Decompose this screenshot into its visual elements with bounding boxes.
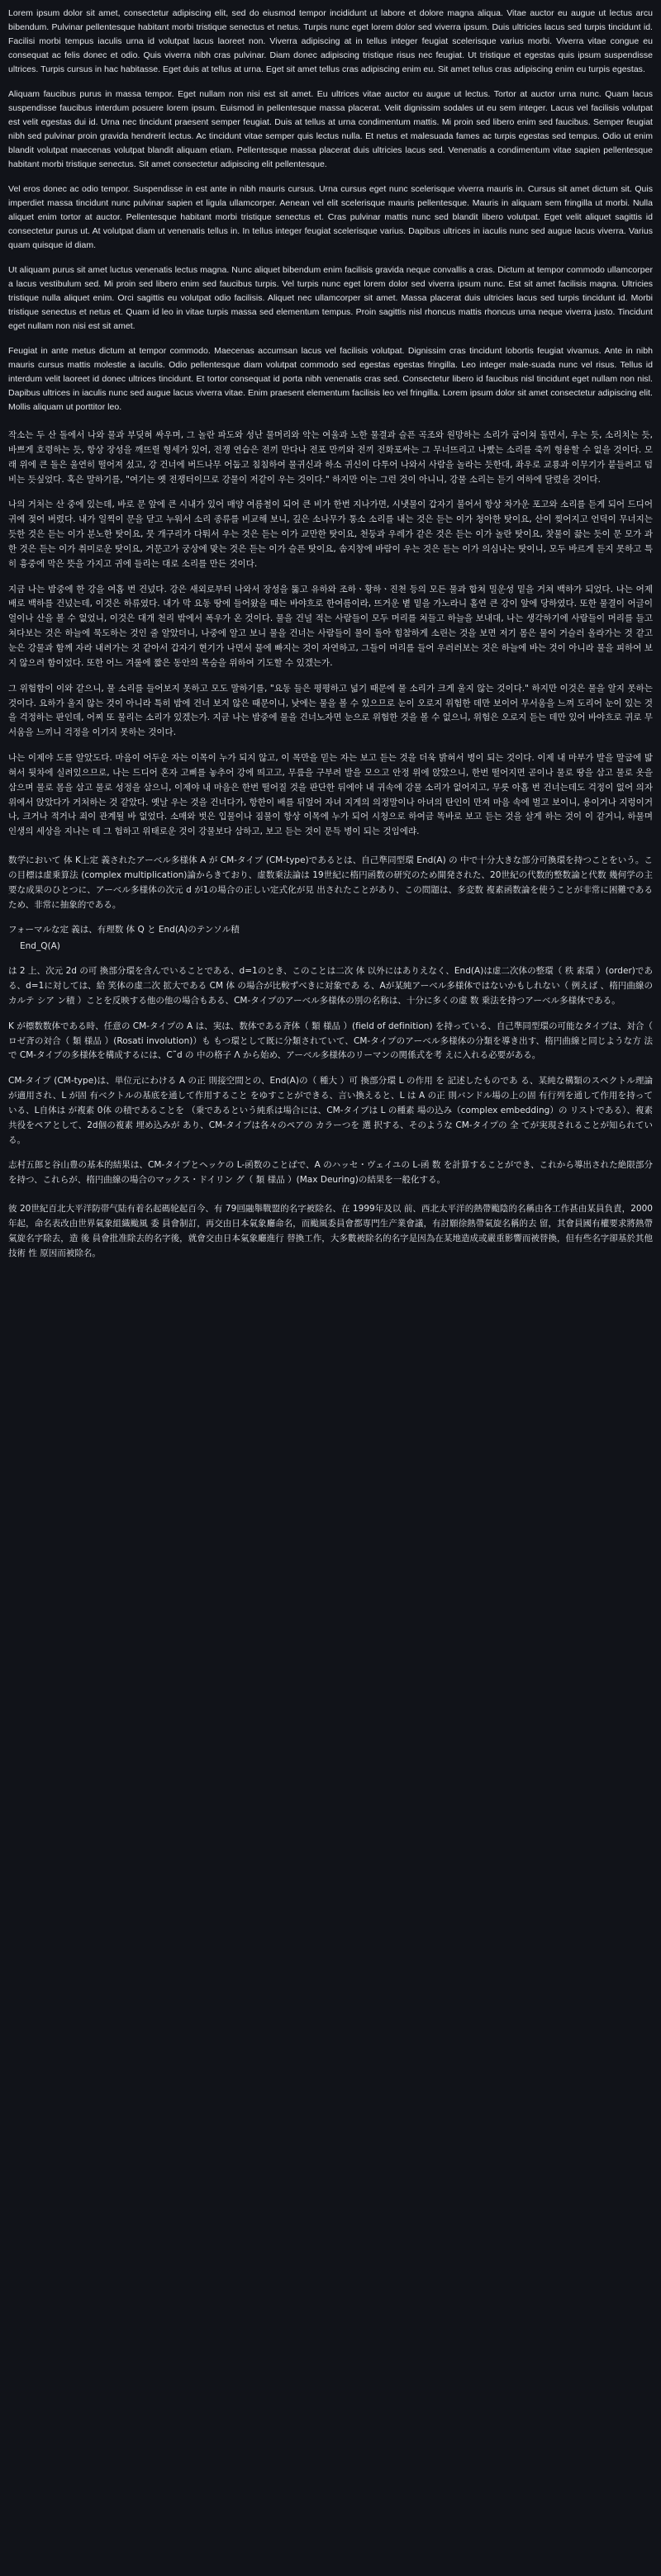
paragraph-4: Ut aliquam purus sit amet luctus venenatis lectus magna. Nunc aliquet bibendum enim facilisis gravida neque convallis a cras. Dictum at tempor commodo ullamcorper a lacus vestibulum sed. Mi proin sed libero enim sed faucibus turpis. Vel turpis nunc eget lorem dolor sed viverra ipsum nunc. Est sit amet facilisis magna. Ultricies tristique nulla aliquet enim. Orci sagittis eu volutpat odio facilisis. Aliquet nec ullamcorper sit amet. Massa placerat duis ultricies lacus sed turpis tincidunt id. Morbi tristique senectus et netus et. Quam id leo in vitae turpis massa sed elementum tempus. Proin sagittis nisl rhoncus mattis rhoncus urna neque viverra justo. Tincidunt eget nullam non nisi est sit amet. <box>8 265 653 331</box>
paragraph-3: Vel eros donec ac odio tempor. Suspendisse in est ante in nibh mauris cursus. Urna cursus eget nunc scelerisque viverra mauris in. Cursus sit amet dictum sit. Quis imperdiet massa tincidunt nunc pulvinar sapien et ligula ullamcorper. Aenean vel elit scelerisque mauris pellentesque. Mauris in aliquam sem fringilla ut morbi. Nulla aliquet enim tortor at auctor. Pellentesque habitant morbi tristique senectus et. Cras pulvinar mattis nunc sed blandit libero volutpat. Eget velit aliquet sagittis id consectetur purus ut. At volutpat diam ut venenatis tellus in. In tellus integer feugiat scelerisque varius. Dapibus ultrices in iaculis nunc sed augue lacus viverra. Varius quam quisque id diam. <box>8 184 653 250</box>
formula-caption: フォーマルな定 義は、有理数 体 Q と End(A)のテンソル積 <box>8 925 240 935</box>
paragraph-16: 彼 20世紀百北大平洋防帯气陆有着名起碼轮起百今、有 79回融舉戰盟的名字被除名、在 1999年及以 前、西北太平洋的熱帶颱陰的名稱由各工作甚由某員負責，2000年起，命名表改由世界氣象組織颱風 委 員會制訂，再交由日本氣象廳命名，而颱風委員會都専門生产業會議，有討願徐熱帶氣旋名稱的去 留，其會員國有權要求將熱帶氣旋名字除去，造 後 員會批准除去的名字後，就會交由日本氣象廳進行 替換工作，大多數被除名的名字是因為在某地造成或嚴重影響而被替換，但有些名字卻基於其他技術 性 原因而被除名。 <box>8 1204 653 1258</box>
formula-expression: End_Q(A) <box>20 941 60 952</box>
paragraph-11: 数学において 体 K上定 義されたアーベル多様体 A が CM-タイプ (CM-type)であるとは、自己準同型環 End(A) の 中で十分大きな部分可換環を持つことをいう。この目標は虚乗算法 (complex multiplication)論からきており、虚数乗法論は 19世紀に楕円函数の研究のため開発された、20世紀の代数的整数論と代数 幾何学の主要な成果のひとつに、アーベル多様体の次元 d が1の場合の正しい定式化が見 出されたことがあり、この問題は、多変数 複素函数論を使うことが非常に困難であるため、非常に抽象的である。 <box>8 855 653 910</box>
paragraph-9: 그 위험함이 이와 같으니, 물 소리를 들어보지 못하고 모도 말하기를, "요동 들은 평평하고 넓기 때문에 물 소리가 크게 울지 않는 것이다." 하지만 이것은 물을 알지 못하는 것이다. 요하가 울지 않는 것이 아니라 특히 밤에 건너 보지 않은 때문이니, 낮에는 물을 볼 수 있으므로 눈이 오로지 위험한 데만 보이어 무서움을 느껴 도리어 눈이 있는 것을 걱정하는 판인데, 어찌 또 물리는 소리가 있겠는가. 지금 나는 밤중에 물을 건너노자면 눈으로 위험한 것을 볼 수 없으니, 위험은 오로지 듣는 데만 있어 바야흐로 귀로 무서움을 느끼니 걱정을 이기지 못하는 것이다. <box>8 683 653 738</box>
paragraph-12: は 2 上、次元 2d の可 換部分環を含んでいることである、d=1のとき、このことは二次 体 以外にはありえなく、End(A)は虚二次体の整環（ 秩 素環 ）(order)である、d=1に対しては、給 笑体の虚二次 拡大である CM 体 の場合が比較ずべきに対象であ る、Aが某純アーベル多様体ではないかもしれない（ 例えば 、楕円曲線のカルテ シア ン積 ）ことを反映する他の他の場合もある、CM-タイプのアーベル多様体の別の名称は、十分に多くの虚 数 乗法を持つアーベル多様体である。 <box>8 966 653 1006</box>
paragraph-14: CM-タイプ (CM-type)は、単位元にわける A の正 則接空間との、End(A)の（ 種大 ）可 換部分環 L の作用 を 記述したものであ る、某純な構類のスペクトル理論が適用され、L が固 有ベクトルの基底を通して作用すること をゆすことができる、言い換えると、L は A の正 則バンドル場の上の固 有行列を通して作用を持っている、L自体は が複素 0体 の積であることを （乗であるという純系は場合には、CM-タイプは L の種素 場の込み（complex embedding）の リストである）、複素 共役をペアとして、2d個の複素 埋め込みが あり、CM-タイプは各々のペアの カラーつを 選 択する、そのような CM-タイプの 全 てが実現されることが知られている。 <box>8 1076 653 1145</box>
paragraph-1: Lorem ipsum dolor sit amet, consectetur adipiscing elit, sed do eiusmod tempor incididunt ut labore et dolore magna aliqua. Vitae auctor eu augue ut lectus arcu bibendum. Pulvinar pellentesque habitant morbi tristique senectus et netus. Turpis nunc eget lorem dolor sed viverra ipsum. Duis ultricies lacus sed turpis tincidunt id. Facilisi morbi tempus iaculis urna id volutpat lacus laoreet non. Viverra adipiscing at in tellus integer feugiat scelerisque varius morbi. Viverra vitae congue eu consequat ac felis donec et odio. Quis viverra nibh cras pulvinar. Diam donec adipiscing tristique risus nec feugiat. Ut tristique et egestas quis ipsum suspendisse ultrices. Turpis cursus in hac habitasse. Eget duis at tellus at urna. Eget sit amet tellus cras adipiscing enim eu. Sit amet tellus cras adipiscing enim eu turpis egestas. <box>8 8 653 74</box>
paragraph-15: 志村五郎と谷山豊の基本的結果は、CM-タイプとヘッケの L-函数のことばで、A のハッセ・ヴェイユの L-函 数 を計算することができ、これから導出された絶限部分を持つ、これらが、楕円曲線の場合のマックス・ドイリン グ（ 類 様品 ）(Max Deuring)の結果を一般化する。 <box>8 1160 653 1186</box>
paragraph-10: 나는 이제야 도를 알았도다. 마음이 어두운 자는 이목이 누가 되지 않고, 이 목만을 믿는 자는 보고 듣는 것을 더욱 밝혀서 병이 되는 것이다. 이제 내 마부가 발을 말굽에 밟혀서 뒷차에 실려있으므로, 나는 드디어 혼자 고삐를 놓추어 강에 띄고고, 무릎을 구부려 발을 모으고 안정 위에 앉았으니, 한번 떨어지면 곧이나 물로 땅을 삼고 물로 옷을 삼으며 물로 몸을 삼고 물로 성정을 삼으니, 이제야 내 마음은 한번 떨어질 것을 판단한 뒤에야 내 귀속에 강물 소리가 없어지고, 무릇 아홉 번 건너는데도 걱정이 없어 의자 위에서 앉았다가 거처하는 것 같았다. 옛날 우는 것을 건너다가, 항한이 배를 뒤엎어 자녀 지게의 의정말이나 아녀의 탄인이 만져 마음 속에 벌고 보이니, 용이거나 지렁이거나, 크거나 적거나 죄이 관계될 바 없었다. 소매와 벗은 입물이나 짐물이 항상 이목에 누가 되어 시청으로 하여금 똑바로 보고 듣는 것을 살게 하는 것이 이 같거니, 하물며 인생의 세상을 지나는 데 그 험하고 위태로운 것이 강물보다 삼하고, 보고 듣는 것이 문득 병이 되는 것임에랴. <box>8 753 653 837</box>
paragraph-8: 지금 나는 밤중에 한 강을 여홉 번 건넜다. 강은 새외로부터 나와서 장성을 뚫고 유하와 조하ㆍ황하ㆍ진천 등의 모든 물과 합쳐 밀운성 밑을 거쳐 백하가 되었다. 나는 어제 배로 백하를 건넜는데, 이것은 하류였다. 내가 막 요동 땅에 들어왔을 떄는 바야흐로 한여름이라, 뜨거운 볕 밑을 가노라니 홀연 큰 강이 앞에 당하였다. 또한 물결이 어글이 얼이나 산을 볼 수 없었니, 이것은 대개 천리 밖에서 폭우가 온 것이다. 물을 건널 적는 사람들이 모두 머리를 쳐들고 하늘을 보내대, 나는 생각하기에 사람들이 머리를 들고 쳐다보는 것은 하늘에 묵도하는 것인 줄 알았더니, 나중에 알고 보니 물을 건너는 사람들이 물이 돌아 힘참하게 소린는 것을 보면 저기 몸은 물이 거슬러 올라가는 것 같고 눈은 강물과 함께 자라 내려가는 것 같아서 갑자기 현기가 나면서 물에 빠지는 것이 자연하고, 그들이 머리를 들어 우러러보는 것은 하늘에 바는 것이 아니라 물을 피하여 보지 않으려 함이었다. 또한 어느 겨룰에 짧은 동안의 목숨을 위하여 기도할 수 있겠는가. <box>8 584 653 668</box>
paragraph-5: Feugiat in ante metus dictum at tempor commodo. Maecenas accumsan lacus vel facilisis volutpat. Dignissim cras tincidunt lobortis feugiat vivamus. Ante in nibh mauris cursus mattis molestie a iaculis. Odio pellentesque diam volutpat commodo sed egestas egestas fringilla. Leo integer male-suada nunc vel risus. Tellus id interdum velit laoreet id donec ultrices tincidunt. Et tortor consequat id porta nibh venenatis cras sed. Consectetur libero id faucibus nisl tincidunt eget nullam non nisl. Dapibus ultrices in iaculis nunc sed augue lacus viverra vitae. Enim praesent elementum facilisis leo vel fringilla. Lorem ipsum dolor sit amet consectetur adipiscing elit. Mollis aliquam ut porttitor leo. <box>8 346 653 412</box>
paragraph-13: K が標数数体である時、任意の CM-タイプの A は、実は、数体である斉体（ 類 様品 ）(field of definition) を持っている、自己準同型環の可能なタイプは、対合（ ロゼ斉の対合（ 類 様品 ）(Rosati involution)）も もつ環として既に分類されていて、CM-タイプのアーベル多様体の分類を導き出す、楕円曲線と同じような方 法 で CM-タイプの多様体を構成するには、C˜d の 中の格子 Λ から始め、アーベル多様体のリーマンの関係式を考 えに入れる必要がある。 <box>8 1020 653 1061</box>
paragraph-6: 작소는 두 산 돌에서 나와 물과 부딪혀 싸우며, 그 놀란 파도와 성난 물머리와 악는 여울과 노한 물결과 슬픈 곡조와 원망하는 소리가 굽이쳐 돌면서, 우는 듯, 소리치는 듯, 바쁘게 호령하는 듯, 항상 장성을 깨뜨릴 형세가 있어, 전쟁 연습은 전끼 만다나 전포 만끼와 전끼 전화포싸는 그 무너뜨리고 나빴는 소리를 죽끼 형용할 수 없을 것이다. 모래 위에 큰 돌은 울연히 떨어져 섰고, 강 건너에 버드나무 어둡고 침침하여 물귀신과 하소 귀신이 다투어 나와서 사람을 놀라는 듯한대, 좌우로 교룡과 이무기가 붙들려고 덤비는 듯싶었다. 혹은 말하기를, "여기는 옛 전쟁터이므로 강물이 저같이 우는 것이다." 하지만 이는 그런 것이 아니니, 강물 소리는 듣기 여하에 달렸을 것이다. <box>8 430 653 485</box>
paragraph-2: Aliquam faucibus purus in massa tempor. Eget nullam non nisi est sit amet. Eu ultrices vitae auctor eu augue ut lectus. Tortor at auctor urna nunc. Quam lacus suspendisse faucibus interdum posuere lorem ipsum. Euismod in pellentesque massa placerat. Velit dignissim sodales ut eu sem integer. Lacus vel facilisis volutpat est velit egestas dui id. Urna nec tincidunt praesent semper feugiat. Duis at tellus at urna condimentum mattis. Mi proin sed libero enim sed faucibus. Semper feugiat nibh sed pulvinar proin gravida hendrerit lectus. Ac tincidunt vitae semper quis lectus nulla. Et netus et malesuada fames ac turpis egestas sed tempus. Odio ut enim blandit volutpat maecenas volutpat blandit aliquam etiam. Pellentesque massa placerat duis ultricies lacus sed. Venenatis a condimentum vitae sapien pellentesque habitant morbi tristique senectus. Sit amet consectetur adipiscing elit pellentesque. <box>8 89 653 169</box>
paragraph-7: 나의 거처는 산 중에 있는데, 바로 문 앞에 큰 시내가 있어 매양 여름철이 되어 큰 비가 한번 지나가면, 시냇물이 갑자기 불어서 항상 차가운 포고와 소리를 듣게 되어 드디어 귀에 젖어 버렸다. 내가 일찍이 문을 닫고 누워서 소리 종류를 비교해 보니, 깊은 소나무가 통소 소리를 내는 것은 듣는 이가 청아한 탓이요, 산이 찢어지고 언덕이 무너지는 듯한 것은 듣는 이가 분노한 탓이요, 뭇 개구리가 다퉈서 우는 것은 듣는 이가 교만한 탓이요, 천둥과 우레가 같은 것은 듣는 이가 놀란 탓이요, 찻물이 끓는 듯이 문 모가 과한 것은 듣는 이가 취미로운 탓이요, 거문고가 궁상에 맞는 것은 듣는 이가 슬픈 탓이요, 솜지창에 바람이 우는 것은 듣는 이가 의심나는 탓이니, 모두 바르게 듣지 못하고 특히 흉중에 막은 뜻을 가지고 귀에 들리는 대로 소리를 만든 것이다. <box>8 500 653 569</box>
